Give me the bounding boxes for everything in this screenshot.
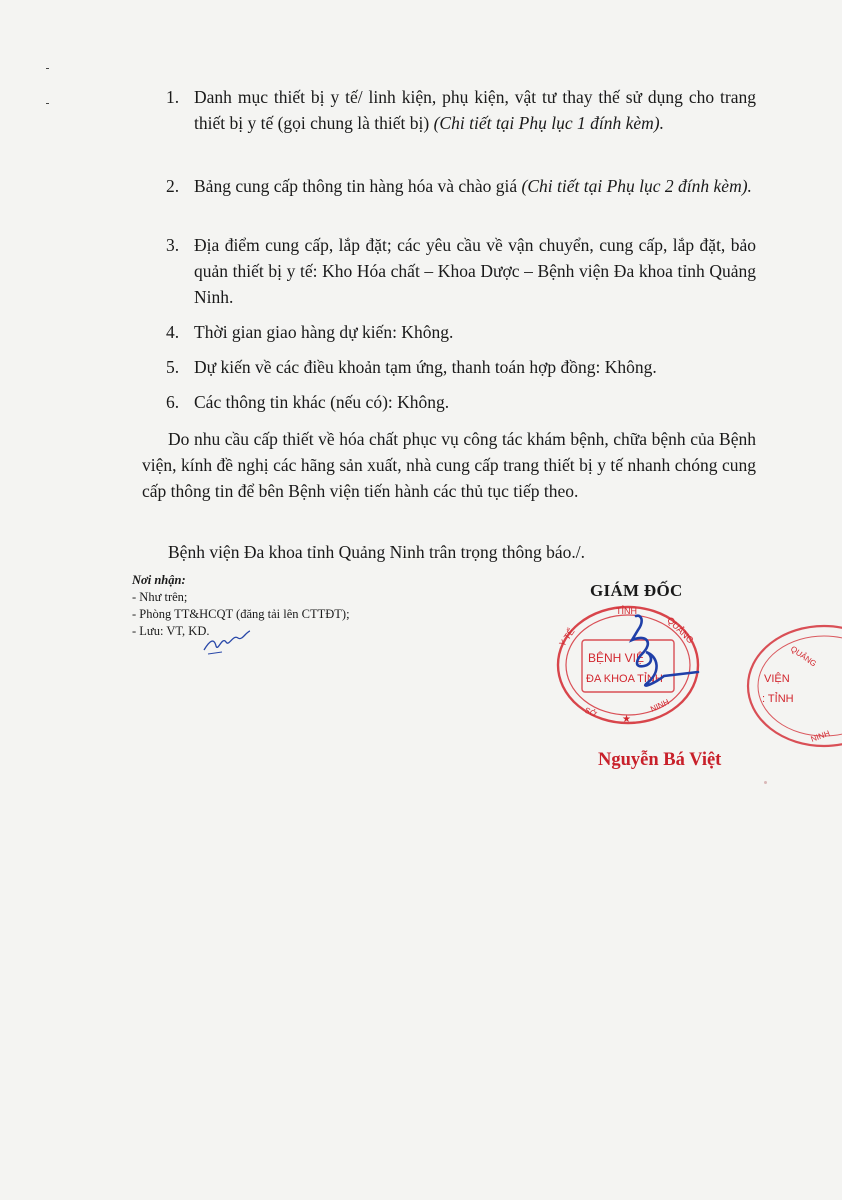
list-item-number: 2. [166,176,180,196]
list-item [166,84,756,136]
list-item [166,173,756,199]
list-item-text: Dự kiến về các điều khoản tạm ứng, thanh toán hợp đồng: Không. [194,357,657,377]
appendix-reference: (Chi tiết tại Phụ lục 1 đính kèm). [433,113,664,133]
seal-bottom-left-text: SỞ [583,705,599,719]
recipient-line: - Lưu: VT, KD. [132,624,210,638]
seal-top-text: TỈNH [616,606,637,616]
list-item-text: Danh mục thiết bị y tế/ linh kiện, phụ kiện, vật tư thay thế sử dụng cho trang thiết bị y tế (gọi chung là thiết bị) (Chi tiết tại Phụ lục 1 đính kèm). [194,87,756,133]
closing-paragraph: Bệnh viện Đa khoa tỉnh Quảng Ninh trân trọng thông báo./. [168,542,586,562]
list-item-number: 5. [166,357,180,377]
recipient-line: - Phòng TT&HCQT (đăng tải lên CTTĐT); [132,607,350,621]
seal-line-1: BỆNH VIỆ [588,651,645,665]
list-item-number: 4. [166,322,180,342]
margin-mark [46,68,49,69]
list-item-text: Địa điểm cung cấp, lắp đặt; các yêu cầu về vận chuyển, cung cấp, lắp đặt, bảo quản thiết bị y tế: Kho Hóa chất – Khoa Dược – Bệnh viện Đa khoa tỉnh Quảng Ninh. [194,235,756,307]
seal-right-text: QUẢNG [665,614,696,646]
list-item [166,389,756,415]
initials-signature [200,628,252,658]
list-item-text: Các thông tin khác (nếu có): Không. [194,392,450,412]
seal-left-text: Y TẾ [557,626,577,649]
seal-star-icon: ★ [622,714,631,725]
list-item-number: 1. [166,87,180,107]
recipients-title: Nơi nhận: [132,573,186,587]
partial-seal-line-1: VIỆN [764,673,790,685]
list-item-number: 6. [166,392,180,412]
partial-seal-line-2: : TỈNH [762,693,794,705]
list-item-text: Thời gian giao hàng dự kiến: Không. [194,322,454,342]
list-item [166,319,756,345]
seal-line-2: ĐA KHOA TỈNH [586,673,663,685]
partial-seal-bottom: NINH [809,728,832,744]
seal-bottom-right-text: NINH [649,697,671,714]
signature-title: GIÁM ĐỐC [590,581,683,600]
appendix-reference: (Chi tiết tại Phụ lục 2 đính kèm). [521,176,752,196]
list-item-text: Bảng cung cấp thông tin hàng hóa và chào giá (Chi tiết tại Phụ lục 2 đính kèm). [194,176,752,196]
list-item [166,354,756,380]
partial-seal-arc: QUẢNG [788,644,819,669]
margin-mark [46,103,49,104]
signer-name: Nguyễn Bá Việt [598,750,722,770]
partial-seal [742,620,842,754]
request-paragraph: Do nhu cầu cấp thiết về hóa chất phục vụ công tác khám bệnh, chữa bệnh của Bệnh viện, kính đề nghị các hãng sản xuất, nhà cung cấp trang thiết bị y tế nhanh chóng cung cấp thông tin để bên Bệnh viện tiến hành các thủ tục tiếp theo. [142,429,756,501]
recipient-line: - Như trên; [132,590,188,604]
list-item [166,232,756,310]
scan-speck [764,781,767,784]
director-signature [624,612,704,692]
list-item-number: 3. [166,235,180,255]
